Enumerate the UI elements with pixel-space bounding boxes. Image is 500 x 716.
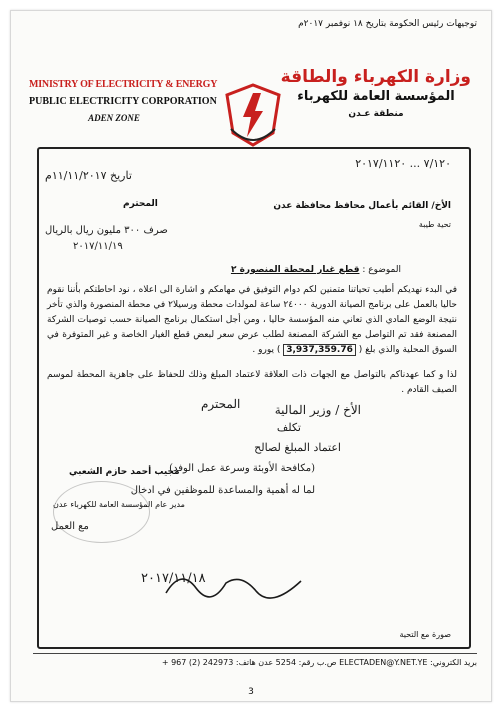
handwritten-ref-1: صرف ٣٠٠ مليون ريال بالريال [45, 225, 168, 236]
note-work: مع العمل [51, 521, 89, 532]
footer: بريد الكتروني: ELECTADEN@Y.NET.YE ص.ب رقم: 5254 عدن هاتف: 242973 (2) 967 + [33, 653, 477, 667]
note-to-minister: الأخ / وزير المالية [274, 403, 361, 417]
corporation-logo-icon [221, 81, 285, 149]
signatory-title: مدير عام المؤسسة العامة للكهرباء عدن [53, 500, 185, 509]
letter-body [47, 283, 457, 408]
en-zone: ADEN ZONE [88, 113, 140, 123]
paragraph-2: لذا و كما عهدناكم بالتواصل مع الجهات ذات العلاقة لاعتماد المبلغ وذلك للحفاظ على جاهزية المحطة لموسم الصيف القادم . [47, 370, 457, 395]
en-corporation: PUBLIC ELECTRICITY CORPORATION [29, 96, 217, 107]
paragraph-1: في البدء نهديكم أطيب تحياتنا متمنين لكم دوام التوفيق في مهامكم و اشارة الى اعلاه ، نود احاطتكم بأننا نقوم حاليا بالعمل على برنامج الصيانة الدورية ٢٤٠٠٠ ساعة لمولدات محطة ورسيلا٢ في محطة المنصورة والذي تأخر نتيجة الوضع المادي الذي تعاني منه المؤسسة حاليا ، ومن أجل استكمال برنامج الصيانة حسب توصيات الشركة المصنعة فقد تم التواصل مع الشركة المصنعة لطلب عرض سعر لبعض قطع الغيار الخاصة و غير المتوفرة في السوق المحلية والذي بلغ ( 3,937,359.76 ) يورو . [47, 285, 457, 355]
subject: قطع غيار لمحطة المنصورة ٢ [230, 265, 360, 275]
handwritten-ref-2: ٢٠١٧/١١/١٩ [73, 241, 123, 252]
ar-zone: منطقة عـدن [348, 109, 404, 119]
en-ministry: MINISTRY OF ELECTRICITY & ENERGY [29, 79, 218, 90]
top-note: توجيهات رئيس الحكومة بتاريخ ١٨ نوفمبر ٢٠١٧م [298, 19, 477, 29]
letter-page [10, 10, 492, 702]
note-bracket: (مكافحة الأوبئة وسرعة عمل الوفد) [169, 463, 315, 474]
signature-icon [161, 563, 311, 603]
currency: يورو . [252, 345, 274, 355]
recipient: الأخ/ القائم بأعمال محافظ محافظة عدن [273, 201, 451, 211]
page-number: 3 [248, 687, 254, 697]
ar-corporation: المؤسسة العامة للكهرباء [297, 89, 455, 104]
official-stamp-icon [53, 481, 150, 543]
note-assign: تكلف [276, 421, 301, 434]
note-honorific: المحترم [201, 397, 241, 411]
note-importance: لما له أهمية والمساعدة للموظفين في ادخال [130, 485, 315, 496]
amount: 3,937,359.76 [283, 344, 356, 356]
letterhead-english [29, 79, 218, 123]
subject-line [231, 263, 401, 278]
reference-number: ٧/١٢٠ ... ٢٠١٧/١١٢٠ [355, 157, 451, 170]
greeting: تحية طيبة [418, 220, 451, 229]
ar-ministry: وزارة الكهرباء والطاقة [280, 67, 471, 87]
letterhead-arabic [281, 67, 471, 119]
honorific: المحترم [123, 199, 158, 209]
letter-date: تاريخ ١١/١١/٢٠١٧م [45, 169, 132, 182]
subject-label: الموضوع : [362, 265, 401, 275]
cc-line: صورة مع التحية [399, 630, 451, 639]
note-approve-amount: اعتماد المبلغ لصالح [254, 441, 341, 454]
signatory-name: مجيب أحمد حازم الشعبي [69, 467, 180, 477]
signature-date: ٢٠١٧/١١/١٨ [141, 571, 206, 586]
